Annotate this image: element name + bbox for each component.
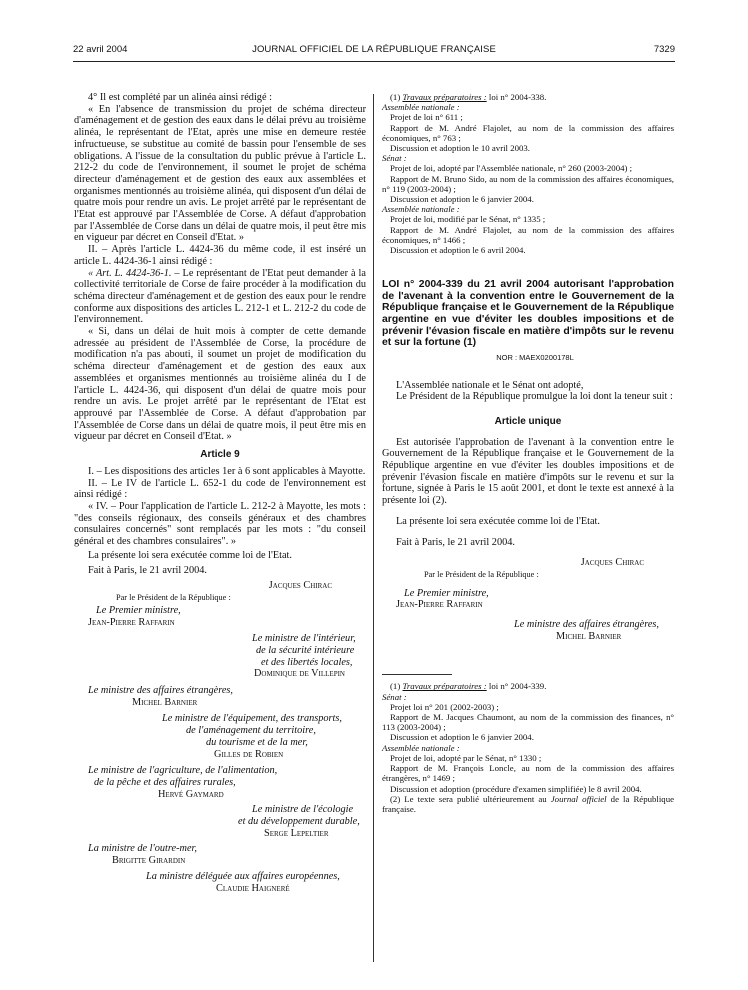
signatory-role: Le ministre des affaires étrangères, (514, 619, 660, 631)
paragraph: La présente loi sera exécutée comme loi de l'Etat. (396, 515, 600, 527)
left-column (74, 92, 366, 894)
footnote-text: (2) Le texte sera publié ultérieurement au (390, 793, 551, 804)
header-date: 22 avril 2004 (73, 44, 128, 55)
article-heading: Article unique (494, 415, 562, 427)
paragraph: II. – Le IV de l'article L. 652-1 du code de l'environnement est ainsi rédigé : (74, 477, 366, 501)
signatory-name: Claudie Haigneré (216, 882, 290, 894)
footnote-line: Discussion et adoption le 6 janvier 2004. (390, 732, 534, 743)
footnote-line: Discussion et adoption le 6 avril 2004. (390, 245, 526, 256)
signatory-role: du tourisme et de la mer, (206, 736, 308, 748)
footnote-line: Rapport de M. Jacques Chaumont, au nom de la commission des finances, n° 113 (2003-2004) ; (382, 712, 674, 733)
paragraph: 4° Il est complété par un alinéa ainsi rédigé : (88, 92, 272, 103)
footnote-line: Rapport de M. André Flajolet, au nom de la commission des affaires économiques, n° 1466 ; (382, 224, 674, 245)
article-ref: « Art. L. 4424-36-1. (88, 267, 172, 279)
signatory-name: Gilles de Robien (214, 748, 284, 760)
paragraph: « En l'absence de transmission du projet de schéma directeur d'aménagement et de gestion des eaux dans le délai prévu au troisième alinéa, le représentant de l'Etat, après une mise en demeure restée infructueuse, se substitue au comité de bassin pour l'ensemble de ses obligations. A l'issue de la consultation du public prévue à l'article L. 212-2 du code de l'environnement, il soumet le projet de schéma directeur d'aménagement et de gestion des eaux aux assemblées et organismes mentionnés au troisième alinéa, qui disposent d'un délai de quatre mois pour rendre un avis. Le projet arrêté par le représentant de l'Etat est approuvé par l'Assemblée de Corse. A défaut d'approbation par l'Assemblée de Corse dans un délai de quatre mois, il peut être mis en vigueur par décret en Conseil d'Etat. » (74, 103, 366, 244)
chamber-label: Sénat : (382, 153, 407, 164)
signatory-role: et du développement durable, (238, 816, 360, 828)
chamber-label: Sénat : (382, 691, 407, 702)
signatory-name: Michel Barnier (556, 630, 622, 642)
header-title: JOURNAL OFFICIEL DE LA RÉPUBLIQUE FRANÇAISE (252, 44, 496, 55)
footnote-block (382, 92, 674, 255)
footnote-title (382, 92, 674, 102)
header-rule (73, 61, 675, 62)
footnote-line: Projet de loi, adopté par l'Assemblée nationale, n° 260 (2003-2004) ; (390, 163, 633, 174)
signatory-role: Le ministre de l'agriculture, de l'alimentation, (88, 765, 278, 777)
article-heading: Article 9 (200, 449, 240, 461)
paragraph: I. – Les dispositions des articles 1er à 6 sont applicables à Mayotte. (88, 465, 366, 477)
signatory-name: Serge Lepeltier (264, 827, 329, 839)
right-column (382, 92, 674, 814)
signatory-role: Le ministre de l'intérieur, (252, 633, 356, 645)
column-separator (373, 94, 374, 962)
signatory-role: Le ministre de l'écologie (252, 804, 354, 816)
signatory-role: de la sécurité intérieure (256, 644, 355, 656)
footnote-line: Rapport de M. Bruno Sido, au nom de la commission des affaires économiques, n° 119 (2003-2004) ; (382, 173, 674, 194)
paragraph-text: – Le représentant de l'Etat peut demander à la collectivité territoriale de Corse de faire procéder à la modification du schéma directeur d'aménagement et de gestion des eaux pour le rendre conforme aux dispositions des articles L. 212-1 et L. 212-2 du code de l'environnement. (74, 267, 366, 326)
signatory-name: Michel Barnier (132, 696, 198, 708)
signatory-role: et des libertés locales, (261, 656, 353, 668)
signature-intro: Par le Président de la République : (424, 569, 539, 579)
footnote-title (382, 681, 674, 691)
paragraph: Est autorisée l'approbation de l'avenant à la convention entre le Gouvernement de la République française et le Gouvernement de la République argentine en vue d'éviter les doubles impositions et de prévenir l'évasion fiscale en matière d'impôts sur le revenu et sur la fortune, signée à Paris le 15 août 2001, et dont le texte est annexé à la présente loi (2). (382, 436, 674, 507)
signature-intro: Par le Président de la République : (116, 592, 231, 602)
page-header (0, 44, 748, 60)
footnote-line: Projet de loi, adopté par le Sénat, n° 1330 ; (390, 752, 542, 763)
paragraph: II. – Après l'article L. 4424-36 du même code, il est inséré un article L. 4424-36-1 ainsi rédigé : (74, 244, 366, 267)
signatory-name: Jean-Pierre Raffarin (396, 599, 483, 611)
footnote-line: Projet de loi, modifié par le Sénat, n° 1335 ; (390, 214, 546, 225)
header-page-number: 7329 (653, 44, 675, 55)
footnote-line (382, 794, 674, 814)
chamber-label: Assemblée nationale : (382, 742, 460, 753)
footnote-number: (1) (390, 681, 403, 692)
nor-reference: NOR : MAEX0200178L (496, 352, 574, 362)
footnote-block (382, 681, 674, 814)
paragraph (74, 268, 366, 327)
footnote-ref: loi n° 2004-338. (486, 92, 547, 102)
signatory-name: Jacques Chirac (580, 557, 644, 569)
signatory-role: Le Premier ministre, (96, 604, 181, 616)
paragraph: « Si, dans un délai de huit mois à compter de cette demande adressée au président de l'Assemblée de Corse, la procédure de modification n'a pas abouti, il soumet un projet de modification du schéma directeur d'aménagement et de gestion des eaux aux assemblées et organismes mentionnés au troisième alinéa du I de l'article L. 4424-36, qui disposent d'un délai de quatre mois pour rendre un avis. Le projet arrêté par le représentant de l'Etat est approuvé par l'Assemblée de Corse. A défaut d'approbation par l'Assemblée de Corse dans un délai de quatre mois, il peut être mis en vigueur par décret en Conseil d'Etat. » (74, 326, 366, 443)
footnote-separator (382, 674, 452, 675)
chamber-label: Assemblée nationale : (382, 102, 460, 113)
law-title: LOI n° 2004-339 du 21 avril 2004 autorisant l'approbation de l'avenant à la convention entre le Gouvernement de la République française et le Gouvernement de la République argentine en vue d'éviter les doubles impositions et de prévenir l'évasion fiscale en matière d'impôts sur le revenu et sur la fortune (1) (382, 279, 674, 349)
footnote-line: Discussion et adoption (procédure d'examen simplifiée) le 8 avril 2004. (390, 783, 642, 794)
place-date: Fait à Paris, le 21 avril 2004. (396, 536, 515, 548)
footnote-ref: loi n° 2004-339. (486, 681, 547, 692)
signatory-role: Le ministre de l'équipement, des transports, (162, 713, 342, 725)
footnote-line: Rapport de M. François Loncle, au nom de la commission des affaires étrangères, n° 1469 ; (382, 763, 674, 784)
signatory-role: Le ministre des affaires étrangères, (88, 685, 234, 697)
footnote-line: Projet loi n° 201 (2002-2003) ; (390, 701, 499, 712)
footnote-number: (1) (390, 92, 403, 102)
footnote-line: Discussion et adoption le 10 avril 2003. (390, 143, 530, 154)
signatory-role: de l'aménagement du territoire, (186, 725, 316, 737)
signatory-role: de la pêche et des affaires rurales, (94, 776, 236, 788)
signatory-name: Brigitte Girardin (112, 855, 186, 867)
footnote-label: Travaux préparatoires : (402, 92, 487, 102)
paragraph: « IV. – Pour l'application de l'article L. 212-2 à Mayotte, les mots : "des conseils régionaux, des conseils généraux et des chambres consulaires concernés" sont remplacés par les mots : "du conseil général et des chambres consulaires". » (74, 500, 366, 548)
footnote-text: de la République française. (382, 793, 674, 814)
signatory-name: Dominique de Villepin (254, 668, 345, 680)
paragraph: La présente loi sera exécutée comme loi de l'Etat. (88, 549, 292, 561)
signatory-role: La ministre de l'outre-mer, (88, 843, 197, 855)
footnote-line: Discussion et adoption le 6 janvier 2004. (390, 194, 534, 205)
place-date: Fait à Paris, le 21 avril 2004. (88, 565, 207, 577)
signatory-role: La ministre déléguée aux affaires européennes, (146, 870, 340, 882)
paragraph: L'Assemblée nationale et le Sénat ont adopté, (396, 379, 584, 391)
signatory-name: Hervé Gaymard (158, 788, 224, 800)
footnote-line: Rapport de M. André Flajolet, au nom de la commission des affaires économiques, n° 763 ; (382, 122, 674, 143)
signatory-role: Le Premier ministre, (404, 587, 489, 599)
footnote-label: Travaux préparatoires : (402, 681, 487, 692)
signatory-name: Jacques Chirac (268, 580, 332, 592)
paragraph: Le Président de la République promulgue la loi dont la teneur suit : (396, 391, 673, 403)
signatory-name: Jean-Pierre Raffarin (88, 616, 175, 628)
chamber-label: Assemblée nationale : (382, 204, 460, 215)
footnote-text-italic: Journal officiel (550, 793, 607, 804)
footnote-line: Projet de loi n° 611 ; (390, 112, 463, 123)
